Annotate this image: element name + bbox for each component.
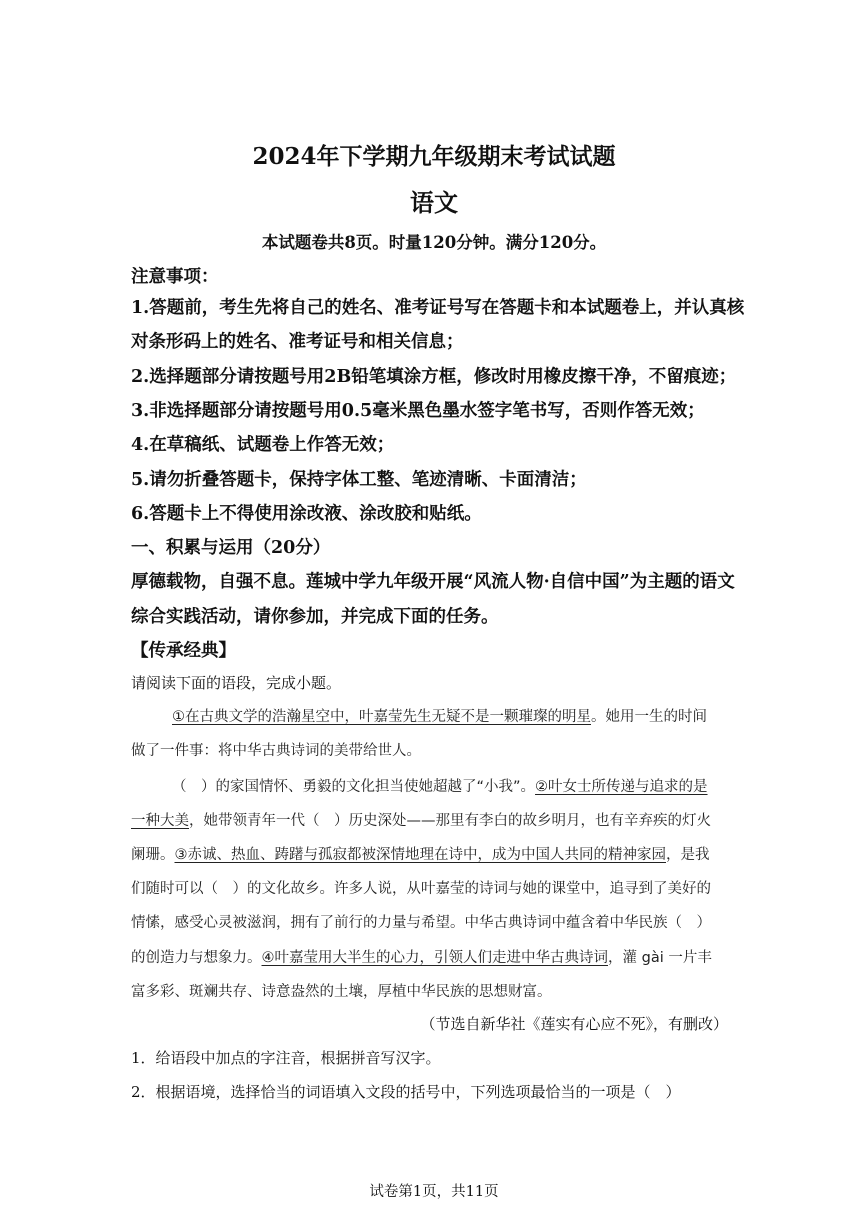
instruction: 请阅读下面的语段，完成小题。 (131, 674, 342, 692)
question-2: 2．根据语境，选择恰当的词语填入文段的括号中，下列选项最恰当的一项是（ ） (131, 1083, 681, 1101)
sub-heading: 【传承经典】 (131, 641, 236, 661)
exam-title: 2024年下学期九年级期末考试试题 (252, 143, 616, 170)
passage-line: （ ）的家国情怀、勇毅的文化担当使她超越了“小我”。②叶女士所传递与追求的是 (172, 779, 708, 795)
subject-title: 语文 (410, 188, 458, 217)
exam-info: 本试题卷共8页。时量120分钟。满分120分。 (261, 233, 607, 252)
section-intro: 厚德载物，自强不息。莲城中学九年级开展“风流人物·自信中国”为主题的语文 (131, 572, 735, 592)
underlined-sentence: 一种大美 (131, 813, 189, 829)
notes-heading: 注意事项： (131, 267, 219, 287)
section-intro: 综合实践活动，请你参加，并完成下面的任务。 (131, 607, 499, 627)
section-heading: 一、积累与运用（20分） (131, 538, 331, 558)
underlined-sentence: ②叶女士所传递与追求的是 (535, 779, 708, 795)
passage-line: 富多彩、斑斓共存、诗意盎然的土壤，厚植中华民族的思想财富。 (131, 984, 552, 1000)
notes-item: 1.答题前，考生先将自己的姓名、准考证号写在答题卡和本试题卷上，并认真核 (131, 298, 745, 318)
passage-line: 阑珊。③赤诚、热血、踌躇与孤寂都被深情地理在诗中，成为中国人共同的精神家园，是我 (131, 847, 710, 863)
passage-source: （节选自新华社《莲实有心应不死》，有删改） (420, 1015, 728, 1033)
passage-line: 情愫，感受心灵被滋润，拥有了前行的力量与希望。中华古典诗词中蕴含着中华民族（ ） (131, 915, 711, 931)
underlined-sentence: ③赤诚、热血、踌躇与孤寂都被深情地理在诗中，成为中国人共同的精神家园 (174, 847, 666, 863)
passage-line: 做了一件事：将中华古典诗词的美带给世人。 (131, 743, 421, 759)
notes-item: 4.在草稿纸、试题卷上作答无效； (131, 435, 395, 455)
notes-item: 6.答题卡上不得使用涂改液、涂改胶和贴纸。 (131, 504, 482, 524)
question-1: 1．给语段中加点的字注音，根据拼音写汉字。 (131, 1049, 441, 1067)
passage-line: 一种大美，她带领青年一代（ ）历史深处——那里有李白的故乡明月，也有辛弃疾的灯火 (131, 813, 711, 829)
underlined-sentence: ①在古典文学的浩瀚星空中，叶嘉莹先生无疑不是一颗璀璨的明星 (172, 709, 591, 725)
passage-line: 的创造力与想象力。④叶嘉莹用大半生的心力，引领人们走进中华古典诗词，灌 gài 一片丰 (131, 950, 712, 966)
page-footer: 试卷第1页，共11页 (369, 1184, 499, 1200)
notes-item: 对条形码上的姓名、准考证号和相关信息； (131, 332, 464, 352)
passage-line: 们随时可以（ ）的文化故乡。许多人说，从叶嘉莹的诗词与她的课堂中，追寻到了美好的 (131, 881, 711, 897)
underlined-sentence: ④叶嘉莹用大半生的心力，引领人们走进中华古典诗词 (261, 950, 608, 966)
notes-item: 5.请勿折叠答题卡，保持字体工整、笔迹清晰、卡面清洁； (131, 470, 587, 490)
notes-item: 3.非选择题部分请按题号用0.5毫米黑色墨水签字笔书写，否则作答无效； (131, 401, 705, 421)
notes-item: 2.选择题部分请按题号用2B铅笔填涂方框，修改时用橡皮擦干净，不留痕迹； (131, 367, 737, 387)
passage-line: ①在古典文学的浩瀚星空中，叶嘉莹先生无疑不是一颗璀璨的明星。她用一生的时间 (172, 709, 707, 725)
